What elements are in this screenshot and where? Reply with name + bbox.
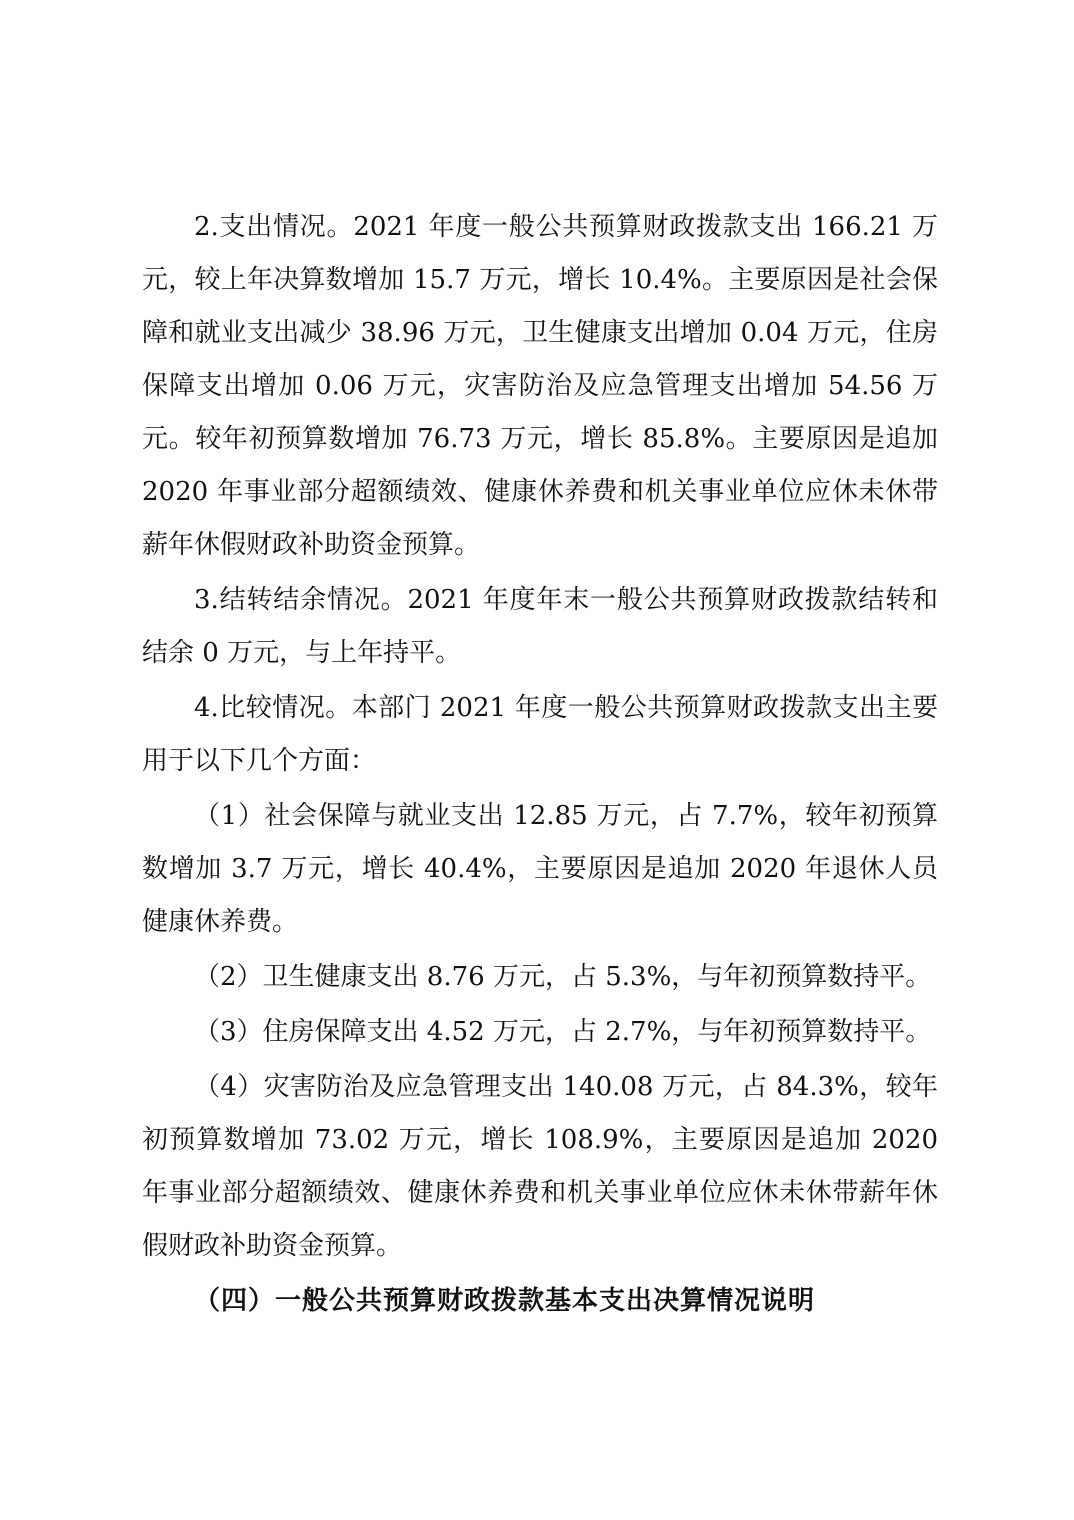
section-heading: （四）一般公共预算财政拨款基本支出决算情况说明 <box>194 1286 816 1316</box>
paragraph-expenditure: 2.支出情况。2021 年度一般公共预算财政拨款支出 166.21 万元，较上年决算数增加 15.7 万元，增长 10.4%。主要原因是社会保障和就业支出减少 38.96 万元，卫生健康支出增加 0.04 万元，住房保障支出增加 0.06 万元，灾害防治及应急管理支出增加 54.56 万元。较年初预算数增加 76.73 万元，增长 85.8%。主要原因是追加 2020 年事业部分超额绩效、健康休养费和机关事业单位应休未休带薪年休假财政补助资金预算。 <box>142 212 938 560</box>
paragraph-item-1: （1）社会保障与就业支出 12.85 万元，占 7.7%，较年初预算数增加 3.7 万元，增长 40.4%，主要原因是追加 2020 年退休人员健康休养费。 <box>142 801 938 937</box>
document-body <box>142 201 938 1328</box>
paragraph-item-2: （2）卫生健康支出 8.76 万元，占 5.3%，与年初预算数持平。 <box>194 962 932 992</box>
paragraph-carryover: 3.结转结余情况。2021 年度年末一般公共预算财政拨款结转和结余 0 万元，与上年持平。 <box>142 585 938 668</box>
paragraph-comparison: 4.比较情况。本部门 2021 年度一般公共预算财政拨款支出主要用于以下几个方面： <box>142 693 938 776</box>
paragraph-item-3: （3）住房保障支出 4.52 万元，占 2.7%，与年初预算数持平。 <box>194 1017 932 1047</box>
paragraph-item-4: （4）灾害防治及应急管理支出 140.08 万元，占 84.3%，较年初预算数增加 73.02 万元，增长 108.9%，主要原因是追加 2020 年事业部分超额绩效、健康休养费和机关事业单位应休未休带薪年休假财政补助资金预算。 <box>142 1072 938 1261</box>
